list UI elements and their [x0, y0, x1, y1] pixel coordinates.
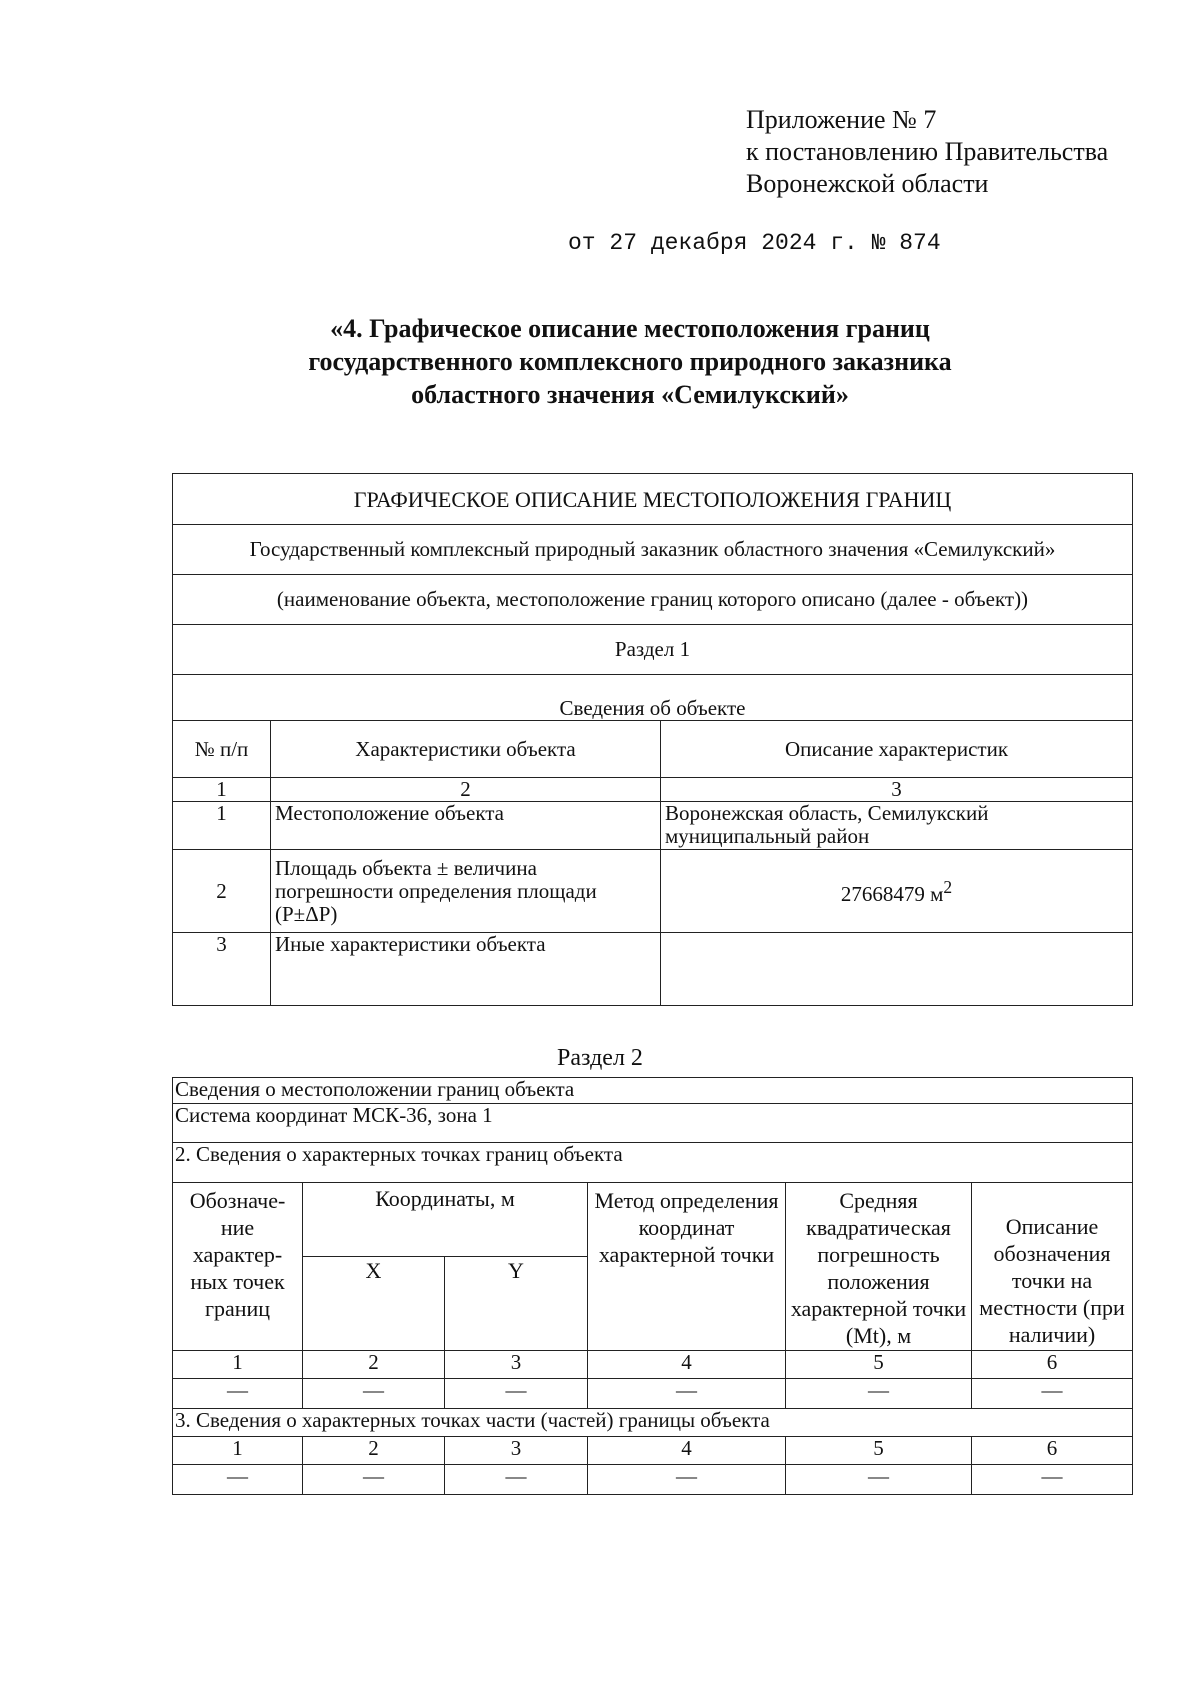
- object-name: Государственный комплексный природный заказник областного значения «Семилукский»: [173, 525, 1133, 575]
- section1-title: ГРАФИЧЕСКОЕ ОПИСАНИЕ МЕСТОПОЛОЖЕНИЯ ГРАНИЦ: [173, 474, 1133, 525]
- header-point-designation: Обозначе-ние характер-ных точек границ: [173, 1183, 303, 1351]
- row-value: [661, 933, 1133, 1006]
- empty-dash: —: [445, 1465, 588, 1495]
- col-number: 3: [445, 1437, 588, 1465]
- section1-subtitle: Сведения об объекте: [173, 675, 1133, 721]
- col-number: 4: [588, 1437, 786, 1465]
- col-number: 2: [303, 1351, 445, 1379]
- col-number: 2: [303, 1437, 445, 1465]
- header-number: № п/п: [173, 721, 271, 778]
- boundary-points-row: 2. Сведения о характерных точках границ объекта: [173, 1143, 1133, 1183]
- empty-dash: —: [303, 1379, 445, 1409]
- empty-dash: —: [786, 1379, 972, 1409]
- document-heading: [200, 312, 1060, 411]
- row-value-cell: [661, 850, 1133, 933]
- coordinate-system-row: Система координат МСК-36, зона 1: [173, 1104, 1133, 1143]
- empty-dash: —: [972, 1465, 1133, 1495]
- col-number: 6: [972, 1437, 1133, 1465]
- razdel-1-label: Раздел 1: [173, 625, 1133, 675]
- row-characteristic: Площадь объекта ± величина погрешности определения площади (P±ΔP): [271, 850, 661, 933]
- table-row: [173, 802, 1133, 850]
- row-characteristic: Иные характеристики объекта: [271, 933, 661, 1006]
- col-number: 1: [173, 1351, 303, 1379]
- empty-dash: —: [173, 1465, 303, 1495]
- header-characteristics: Характеристики объекта: [271, 721, 661, 778]
- header-x: X: [303, 1257, 445, 1351]
- col-number: 5: [786, 1351, 972, 1379]
- empty-dash: —: [588, 1379, 786, 1409]
- decree-date-number: от 27 декабря 2024 г. № 874: [568, 230, 941, 256]
- col-number: 2: [271, 778, 661, 802]
- header-description: Описание характеристик: [661, 721, 1133, 778]
- row-number: 1: [173, 802, 271, 850]
- razdel-2-label: Раздел 2: [557, 1045, 643, 1071]
- annex-number: Приложение № 7: [746, 105, 937, 134]
- section1-table: [172, 473, 1133, 1006]
- table-row: [173, 1379, 1133, 1409]
- location-info-row: Сведения о местоположении границ объекта: [173, 1078, 1133, 1104]
- annex-region: Воронежской области: [746, 169, 989, 198]
- empty-dash: —: [972, 1379, 1133, 1409]
- col-number: 6: [972, 1351, 1133, 1379]
- empty-dash: —: [303, 1465, 445, 1495]
- empty-dash: —: [588, 1465, 786, 1495]
- empty-dash: —: [173, 1379, 303, 1409]
- col-number: 3: [445, 1351, 588, 1379]
- col-number: 1: [173, 1437, 303, 1465]
- area-unit-exponent: 2: [943, 877, 953, 897]
- header-point-description: Описание обозначения точки на местности (при наличии): [972, 1183, 1133, 1351]
- header-method: Метод определения координат характерной точки: [588, 1183, 786, 1351]
- heading-line: областного значения «Семилукский»: [411, 380, 849, 409]
- col-number: 1: [173, 778, 271, 802]
- header-y: Y: [445, 1257, 588, 1351]
- heading-line: «4. Графическое описание местоположения границ: [330, 314, 930, 343]
- row-characteristic: Местоположение объекта: [271, 802, 661, 850]
- part-boundary-points-row: 3. Сведения о характерных точках части (частей) границы объекта: [173, 1409, 1133, 1437]
- section2-table: [172, 1077, 1133, 1495]
- empty-dash: —: [445, 1379, 588, 1409]
- row-number: 3: [173, 933, 271, 1006]
- row-value: Воронежская область, Семилукский муниципальный район: [661, 802, 1133, 850]
- row-number: 2: [173, 850, 271, 933]
- table-row: [173, 933, 1133, 1006]
- empty-dash: —: [786, 1465, 972, 1495]
- table-row: [173, 850, 1133, 933]
- header-mean-error: Средняя квадратическая погрешность положения характерной точки (Mt), м: [786, 1183, 972, 1351]
- heading-line: государственного комплексного природного заказника: [308, 347, 952, 376]
- object-caption: (наименование объекта, местоположение границ которого описано (далее - объект)): [173, 575, 1133, 625]
- table-row: [173, 1465, 1133, 1495]
- col-number: 4: [588, 1351, 786, 1379]
- annex-reference: к постановлению Правительства: [746, 137, 1109, 166]
- col-number: 3: [661, 778, 1133, 802]
- header-coordinates: Координаты, м: [303, 1183, 588, 1257]
- area-value: 27668479 м: [840, 882, 944, 906]
- col-number: 5: [786, 1437, 972, 1465]
